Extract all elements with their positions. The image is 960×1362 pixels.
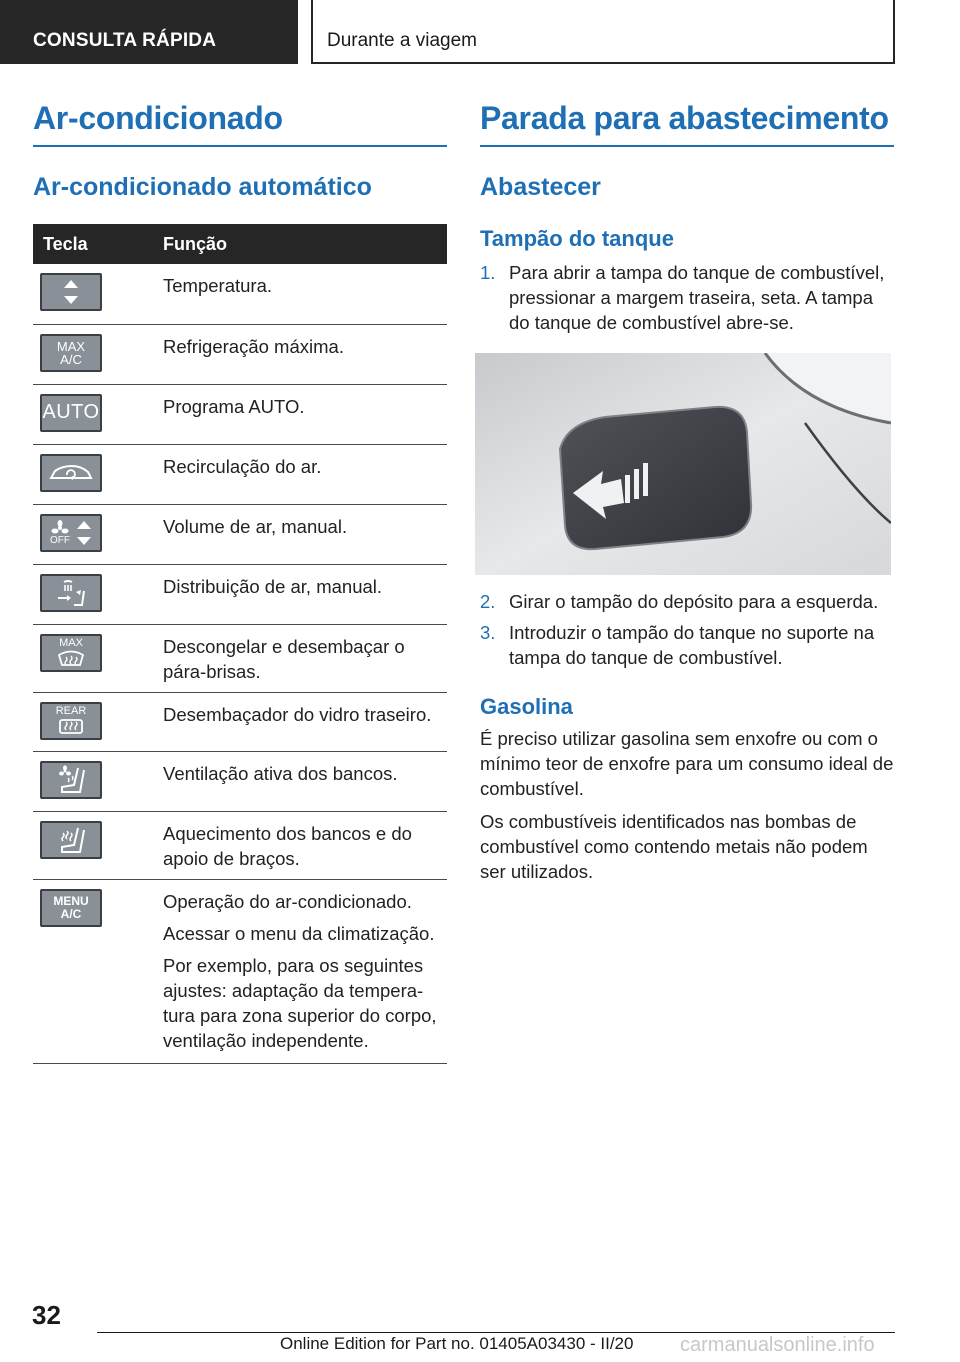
function-text: Ventilação ativa dos bancos. <box>163 762 398 784</box>
subtitle-auto-ac: Ar-condicionado automático <box>33 173 372 201</box>
table-row <box>33 504 447 564</box>
column-header-function: Função <box>157 224 447 264</box>
step-text: Introduzir o tampão do tanque no suporte na tampa do tanque de combustível. <box>509 622 875 668</box>
watermark: carmanualsonline.info <box>680 1334 875 1356</box>
left-column <box>33 100 447 1064</box>
seat-heating-icon <box>40 821 102 859</box>
table-row <box>33 624 447 692</box>
table-row <box>33 444 447 504</box>
steps-list-after <box>480 589 894 670</box>
heading-fuel-cap: Tampão do tanque <box>480 226 674 251</box>
fan-icon <box>51 520 69 536</box>
table-row <box>33 692 447 751</box>
section-title-ac: Ar-condicionado <box>33 100 447 147</box>
list-item <box>480 260 894 335</box>
rear-defrost-icon <box>40 702 102 740</box>
footer-divider <box>97 1332 895 1333</box>
key-label: AUTO <box>42 401 100 423</box>
function-text: Desembaçador do vidro traseiro. <box>163 703 432 725</box>
fan-volume-icon <box>40 514 102 552</box>
function-text: Recirculação do ar. <box>163 455 322 477</box>
section-tab: CONSULTA RÁPIDA <box>0 0 298 64</box>
fuel-flap-photo <box>475 353 891 575</box>
table-row <box>33 879 447 1063</box>
auto-key-icon <box>40 394 102 432</box>
step-number: 3. <box>480 622 496 643</box>
function-text: Descongelar e desembaçar o pára-brisas. <box>163 635 405 682</box>
step-number: 1. <box>480 262 496 283</box>
seat-ventilation-icon <box>40 761 102 799</box>
paragraph: É preciso utilizar gasolina sem enxofre ou com o mínimo teor de enxofre para um consumo ideal de combustível. <box>480 728 894 799</box>
function-text: Por exemplo, para os seguintes ajustes: adaptação da tempera-tura para zona superior do corpo, ventilação independente. <box>163 954 437 1051</box>
recirculation-car-icon <box>40 454 102 492</box>
table-row <box>33 751 447 811</box>
up-down-arrows-icon <box>76 519 92 547</box>
chapter-tab: Durante a viagem <box>311 0 895 64</box>
function-text: Refrigeração máxima. <box>163 335 344 357</box>
list-item <box>480 589 894 614</box>
key-label: OFF <box>50 534 70 546</box>
table-row <box>33 564 447 624</box>
step-number: 2. <box>480 591 496 612</box>
function-text: Temperatura. <box>163 275 272 296</box>
ac-keys-table <box>33 224 447 1064</box>
step-text: Girar o tampão do depósito para a esquerda. <box>509 591 879 612</box>
table-row <box>33 324 447 384</box>
function-text: Aquecimento dos bancos e do apoio de braços. <box>163 822 412 869</box>
subtitle-refuel: Abastecer <box>480 173 601 201</box>
edition-text: Online Edition for Part no. 01405A03430 - II/20 <box>280 1334 634 1353</box>
table-header-row <box>33 224 447 264</box>
right-column <box>480 100 894 884</box>
function-text: Distribuição de ar, manual. <box>163 575 383 597</box>
key-label: MENU A/C <box>53 893 89 921</box>
steps-list-before <box>480 260 894 335</box>
step-text: Para abrir a tampa do tanque de combustível, pressionar a margem traseira, seta. A tampa do tanque de combustível abre-se. <box>509 262 885 333</box>
function-text: Volume de ar, manual. <box>163 515 348 537</box>
air-distribution-icon <box>40 574 102 612</box>
section-title-refuel: Parada para abastecimento <box>480 100 894 147</box>
windshield-defrost-icon <box>40 634 102 672</box>
paragraph: Os combustíveis identificados nas bombas de combustível como contendo metais não podem ser utilizados. <box>480 811 868 882</box>
heading-gasoline: Gasolina <box>480 694 573 719</box>
page-number: 32 <box>32 1300 61 1330</box>
function-text: Operação do ar-condicionado. <box>163 890 412 912</box>
key-label: MAX A/C <box>56 338 86 367</box>
column-header-key: Tecla <box>33 224 157 264</box>
temperature-arrows-icon <box>40 273 102 311</box>
table-row <box>33 811 447 879</box>
function-text: Acessar o menu da climatização. <box>163 922 435 944</box>
function-text: Programa AUTO. <box>163 395 305 417</box>
table-row <box>33 384 447 444</box>
max-ac-key-icon <box>40 334 102 372</box>
table-row <box>33 264 447 324</box>
key-label: MAX <box>59 637 83 649</box>
menu-ac-key-icon <box>40 889 102 927</box>
list-item <box>480 620 894 670</box>
key-label: REAR <box>55 705 87 717</box>
